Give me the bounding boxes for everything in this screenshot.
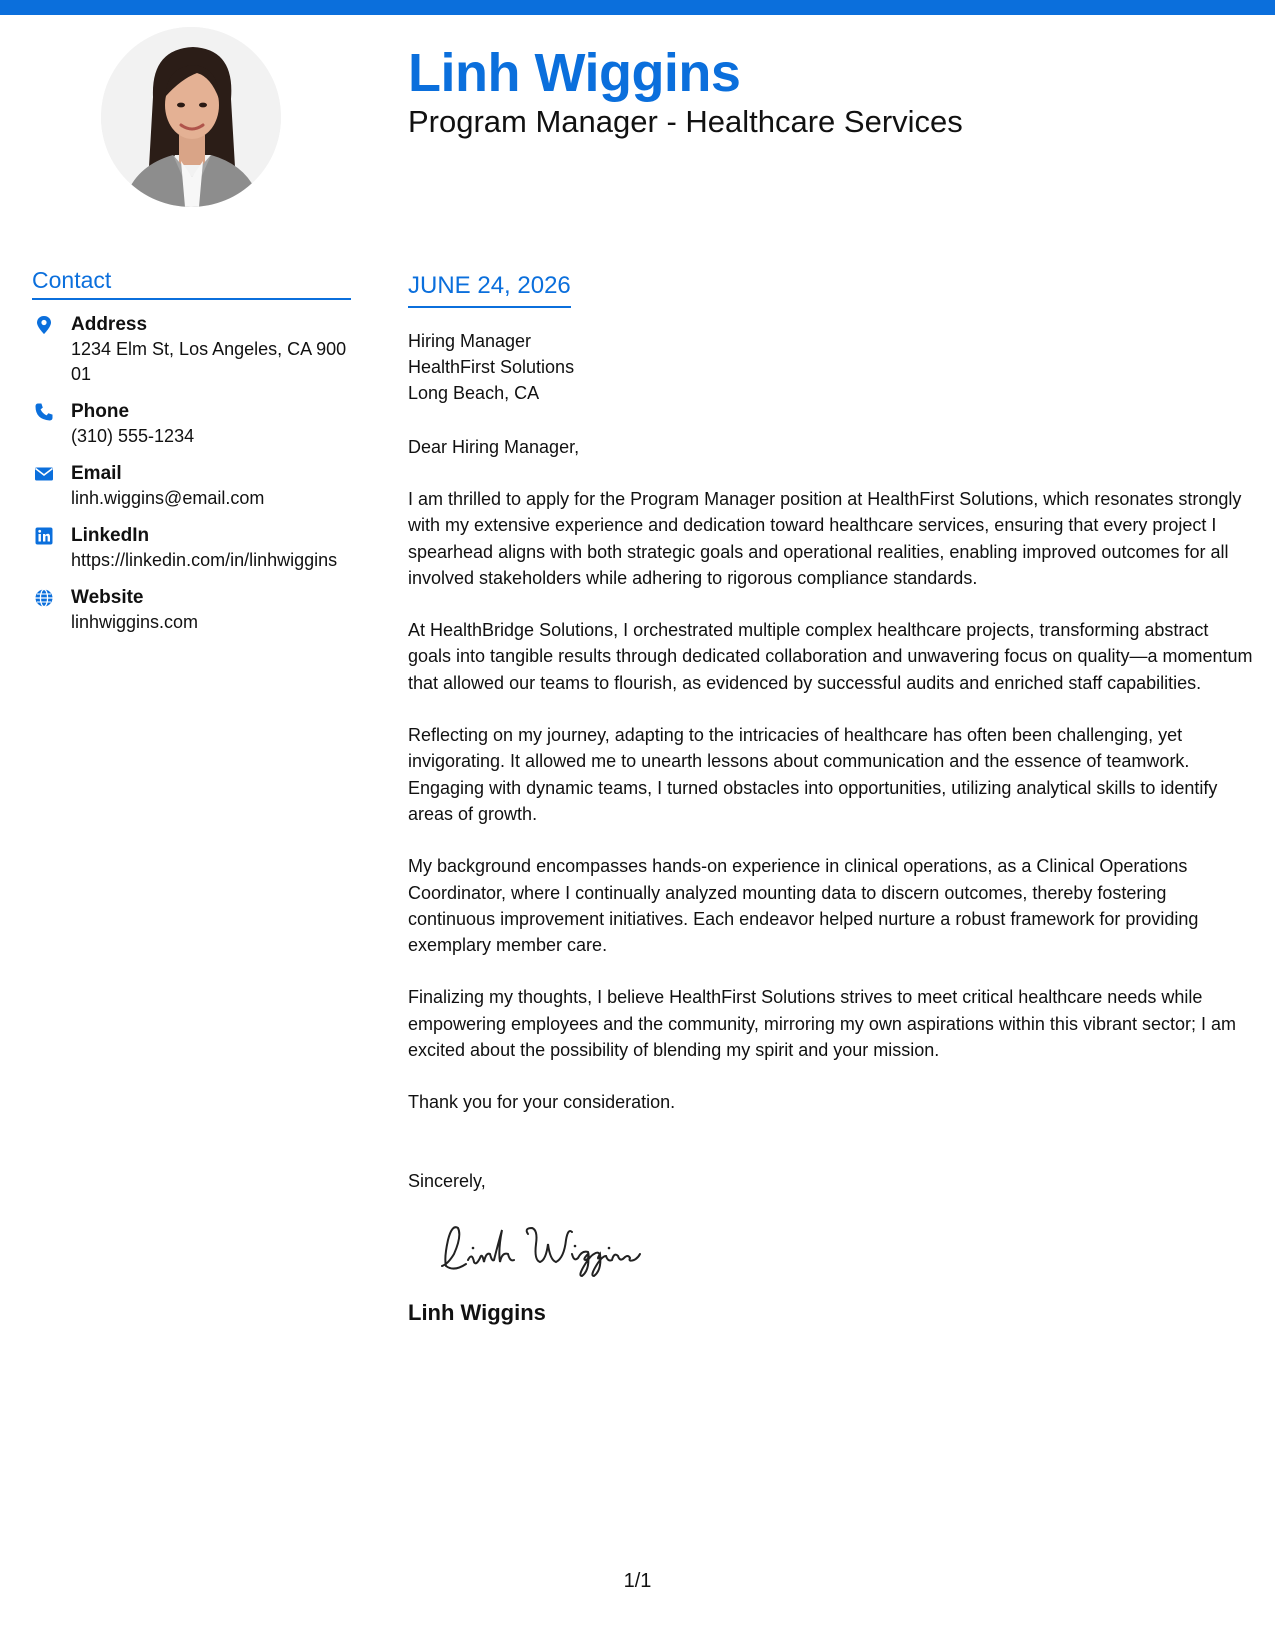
contact-label: LinkedIn <box>71 525 150 546</box>
contact-item-address <box>32 312 351 387</box>
applicant-title: Program Manager - Healthcare Services <box>408 104 963 139</box>
contact-item-linkedin <box>32 523 351 573</box>
avatar <box>101 27 281 207</box>
contact-item-website <box>32 585 351 635</box>
phone-value: (310) 555-1234 <box>71 426 195 446</box>
paragraph-3: Reflecting on my journey, adapting to the intricacies of healthcare has often been challenging, yet invigorating. It allowed me to unearth lessons about communication and the essence of teamwork. Engaging with dynamic teams, I turned obstacles into opportunities, utilizing analytical skills to identify areas of growth. <box>408 725 1218 824</box>
paragraph-1: I am thrilled to apply for the Program Manager position at HealthFirst Solutions, which resonates strongly with my extensive experience and dedication toward healthcare services, ensuring that every project I spearhead aligns with both strategic goals and operational realities, enabling improved outcomes for all involved stakeholders while adhering to rigorous compliance standards. <box>408 489 1242 588</box>
map-pin-icon <box>34 315 54 335</box>
contact-label: Phone <box>71 401 130 422</box>
recipient-company: HealthFirst Solutions <box>408 357 575 377</box>
profile-photo <box>101 27 281 207</box>
contact-item-email <box>32 461 351 511</box>
salutation: Dear Hiring Manager, <box>408 437 580 457</box>
recipient-name: Hiring Manager <box>408 331 532 351</box>
email-value[interactable]: linh.wiggins@email.com <box>71 488 265 508</box>
signature-image <box>432 1214 1254 1284</box>
paragraph-5: Finalizing my thoughts, I believe HealthFirst Solutions strives to meet critical healthcare needs while empowering employees and the community, mirroring my own aspirations within this vibrant sector; I am excited about the possibility of blending my spirit and your mission. <box>408 987 1236 1061</box>
contact-heading: Contact <box>32 265 351 300</box>
website-value[interactable]: linhwiggins.com <box>71 612 199 632</box>
recipient-location: Long Beach, CA <box>408 383 540 403</box>
signer-name: Linh Wiggins <box>408 1299 546 1325</box>
closing: Sincerely, <box>408 1170 486 1191</box>
contact-sidebar <box>32 265 351 635</box>
letter-body <box>408 270 1254 1328</box>
paragraph-2: At HealthBridge Solutions, I orchestrated multiple complex healthcare projects, transforming abstract goals into tangible results through dedicated collaboration and unwavering focus on quality—a momentum that allowed our teams to flourish, as evidenced by successful audits and enriched staff capabilities. <box>408 620 1253 693</box>
contact-label: Email <box>71 463 122 484</box>
email-icon <box>34 464 54 484</box>
linkedin-value[interactable]: https://linkedin.com/in/linhwiggins <box>71 550 338 570</box>
phone-icon <box>34 402 54 422</box>
paragraph-4: My background encompasses hands-on experience in clinical operations, as a Clinical Operations Coordinator, where I continually analyzed mounting data to discern outcomes, thereby fostering continuous improvement initiatives. Each endeavor helped nurture a robust framework for providing exemplary member care. <box>408 856 1199 956</box>
address-value: 1234 Elm St, Los Angeles, CA 90001 <box>71 339 347 384</box>
paragraph-6: Thank you for your consideration. <box>408 1092 676 1113</box>
contact-item-phone <box>32 399 351 449</box>
applicant-name: Linh Wiggins <box>408 43 741 103</box>
contact-label: Website <box>71 587 144 608</box>
top-accent-bar <box>0 0 1275 15</box>
globe-icon <box>34 588 54 608</box>
contact-label: Address <box>71 314 148 335</box>
linkedin-icon <box>34 526 54 546</box>
handwritten-signature <box>432 1214 662 1284</box>
recipient-block <box>408 328 1254 406</box>
page-number: 1/1 <box>623 1570 652 1592</box>
letter-date: JUNE 24, 2026 <box>408 270 571 308</box>
